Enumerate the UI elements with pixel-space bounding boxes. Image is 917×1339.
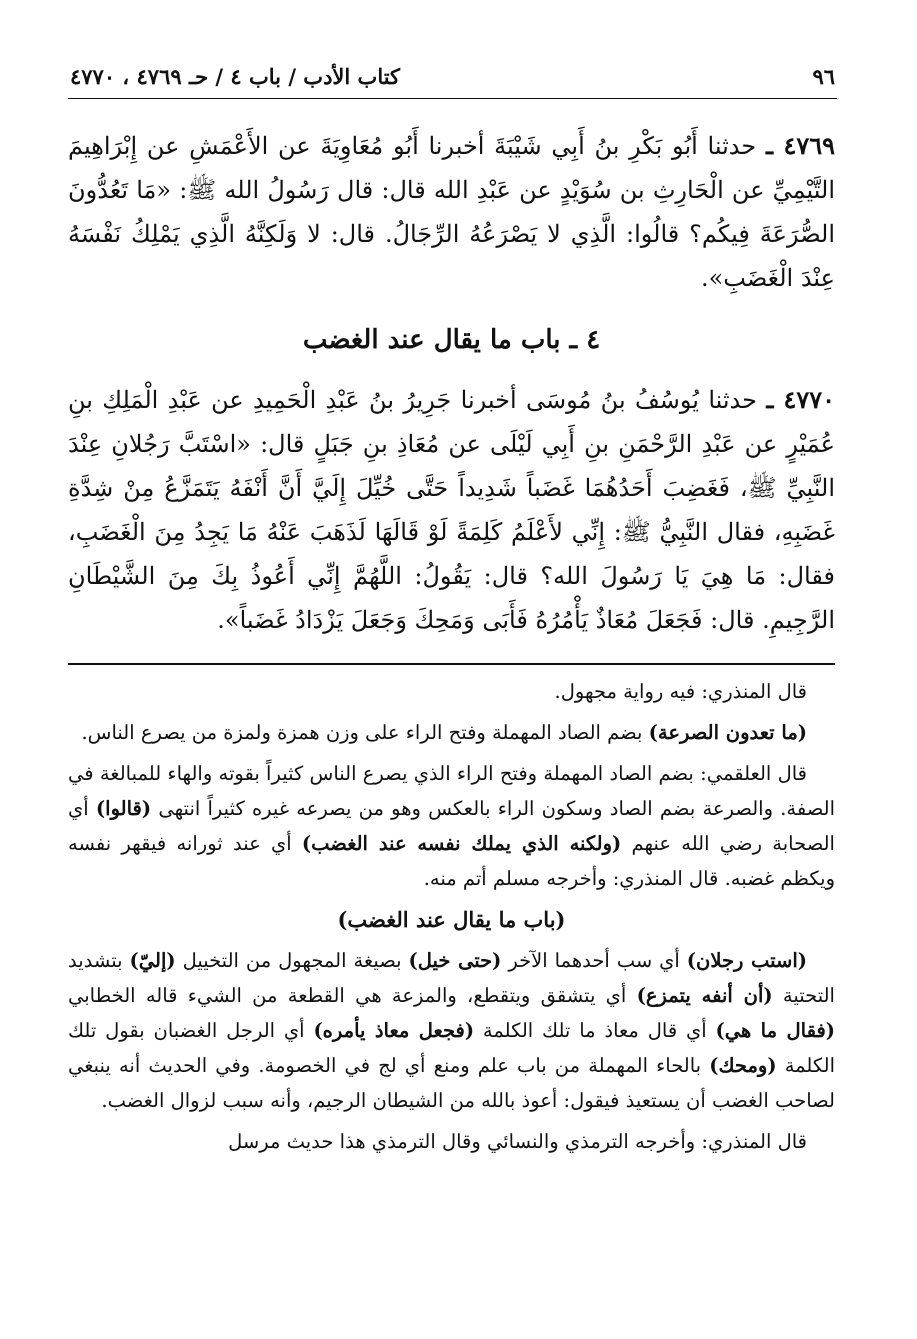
commentary-text: بالحاء المهملة من باب علم ومنع أي لج في الخصومة. وفي الحديث أنه ينبغي لصاحب الغضب أن يستعيذ فيقول: أعوذ بالله من الشيطان الرجيم، وأنه سبب لزوال الغضب. [68, 1054, 835, 1112]
header-rule [68, 98, 837, 99]
commentary-subheading: (باب ما يقال عند الغضب) [337, 907, 566, 932]
hadith-number: ٤٧٧٠ ـ [766, 385, 835, 414]
commentary-lemma: (قالوا) [95, 797, 152, 820]
commentary-paragraph [68, 1124, 835, 1159]
commentary-text: بصيغة المجهول من التخييل [182, 949, 402, 972]
commentary-text: قال العلقمي: بضم الصاد المهملة وفتح الراء الذي يصرع الناس كثيراً بقوته والهاء للمبالغة في الصفة. والصرعة بضم الصاد وسكون الراء بالعكس وهو من يصرعه غيره كثيراً انتهى [68, 762, 836, 820]
commentary-lemma: (فجعل معاذ يأمره) [313, 1019, 475, 1042]
commentary-lemma: (أن أنفه يتمزع) [636, 984, 773, 1007]
commentary-text: بتشديد التحتية [68, 949, 835, 1007]
page-header [70, 58, 835, 94]
commentary-paragraph [68, 674, 835, 709]
commentary-text: أي الرجل الغضبان بقول تلك الكلمة [68, 1019, 835, 1077]
commentary-text: قال المنذري: وأخرجه الترمذي والنسائي وقال الترمذي هذا حديث مرسل [228, 1130, 807, 1153]
chapter-title: ٤ ـ باب ما يقال عند الغضب [302, 325, 601, 355]
commentary-text: أي عند ثورانه فيقهر نفسه ويكظم غضبه. قال المنذري: وأخرجه مسلم أتم منه. [68, 832, 835, 890]
commentary-lemma: (إليّ) [129, 949, 176, 972]
running-title: كتاب الأدب / باب ٤ / حـ ٤٧٦٩ ، ٤٧٧٠ [70, 63, 401, 89]
commentary-text: أي الصحابة رضي الله عنهم [68, 797, 835, 855]
commentary-text: أي سب أحدهما الآخر [508, 949, 680, 972]
commentary-lemma: (استب رجلان) [686, 949, 807, 972]
commentary-text: بضم الصاد المهملة وفتح الراء على وزن همزة ولمزة من يصرع الناس. [81, 721, 643, 744]
commentary-paragraph [68, 756, 835, 896]
commentary-lemma: (ولكنه الذي يملك نفسه عند الغضب) [301, 832, 622, 855]
commentary-text: أي قال معاذ ما تلك الكلمة [482, 1019, 707, 1042]
hadith-text: حدثنا يُوسُفُ بنُ مُوسَى أخبرنا جَرِيرُ بنُ عَبْدِ الْحَمِيدِ عن عَبْدِ الْمَلِكِ بنِ عُمَيْرٍ عن عَبْدِ الرَّحْمَنِ بنِ أَبِي لَيْلَى عن مُعَاذِ بنِ جَبَلٍ قال: «اسْتَبَّ رَجُلانِ عِنْدَ النَّبِيِّ ﷺ، فَغَضِبَ أَحَدُهُمَا غَضَباً شَدِيداً حَتَّى خُيِّلَ إِلَيَّ أَنَّ أَنْفَهُ يَتَمَزَّعُ مِنْ شِدَّةِ غَضَبِهِ، فقال النَّبِيُّ ﷺ: إِنِّي لأَعْلَمُ كَلِمَةً لَوْ قَالَهَا لَذَهَبَ عَنْهُ مَا يَجِدُ مِنَ الْغَضَبِ، فقال: مَا هِيَ يَا رَسُولَ الله؟ قال: يَقُولُ: اللَّهُمَّ إِنِّي أَعُوذُ بِكَ مِنَ الشَّيْطَانِ الرَّجِيمِ. قال: فَجَعَلَ مُعَاذٌ يَأْمُرُهُ فَأَبَى وَمَحِكَ وَجَعَلَ يَزْدَادُ غَضَباً». [68, 386, 835, 634]
commentary-lemma: (ما تعدون الصرعة) [648, 721, 807, 744]
commentary-lemma: (حتى خيل) [408, 949, 502, 972]
page-number: ٩٦ [812, 63, 835, 89]
commentary [68, 674, 835, 1165]
hadith-4770 [68, 378, 835, 642]
commentary-text: قال المنذري: فيه رواية مجهول. [554, 680, 807, 703]
hadith-text: حدثنا أَبُو بَكْرِ بنُ أَبِي شَيْبَةَ أخبرنا أَبُو مُعَاوِيَةَ عن الأَعْمَشِ عن إِبْرَاهِيمَ التَّيْمِيِّ عن الْحَارِثِ بن سُوَيْدٍ عن عَبْدِ الله قال: قال رَسُولُ الله ﷺ: «مَا تَعُدُّونَ الصُّرَعَةَ فِيكُم؟ قالُوا: الَّذِي لا يَصْرَعُهُ الرِّجَالُ. قال: لا وَلَكِنَّهُ الَّذِي يَمْلِكُ نَفْسَهُ عِنْدَ الْغَضَبِ». [68, 132, 836, 292]
commentary-lemma: (ومحك) [709, 1054, 777, 1077]
hadith-4769 [68, 124, 835, 300]
commentary-paragraph [68, 715, 835, 750]
hadith-number: ٤٧٦٩ ـ [765, 131, 835, 160]
commentary-text: أي يتشقق ويتقطع، والمزعة هي القطعة من الشيء قاله الخطابي [68, 984, 627, 1007]
commentary-lemma: (فقال ما هي) [715, 1019, 835, 1042]
commentary-paragraph [68, 943, 835, 1118]
footnote-divider [68, 663, 835, 665]
